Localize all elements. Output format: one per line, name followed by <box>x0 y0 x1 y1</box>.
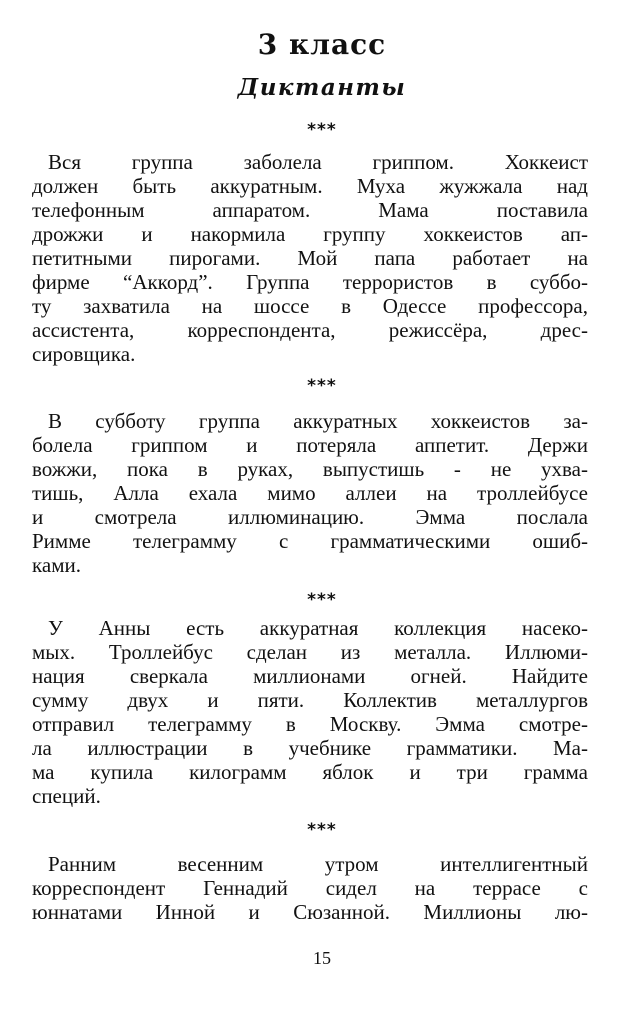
text-line: мых. Троллейбус сделан из металла. Иллюми- <box>32 640 588 664</box>
text-line: вожжи, пока в руках, выпустишь - не ухва- <box>32 457 588 481</box>
text-line: ма купила килограмм яблок и три грамма <box>32 760 588 784</box>
text-line: ками. <box>32 553 81 577</box>
section-separator: *** <box>307 120 337 140</box>
dictation-1 <box>32 150 588 366</box>
dictation-4 <box>32 852 588 924</box>
text-line: болела гриппом и потеряла аппетит. Держи <box>32 433 588 457</box>
text-line: юннатами Инной и Сюзанной. Миллионы лю- <box>32 900 588 924</box>
text-line: У Анны есть аккуратная коллекция насеко- <box>48 616 588 640</box>
text-line: сумму двух и пяти. Коллектив металлургов <box>32 688 588 712</box>
text-line: Ранним весенним утром интеллигентный <box>48 852 588 876</box>
text-line: дрожжи и накормила группу хоккеистов ап- <box>32 222 588 246</box>
dictation-2 <box>32 409 588 577</box>
dictation-3 <box>32 616 588 808</box>
page-title: 3 класс <box>257 28 387 61</box>
section-title: Диктанты <box>237 74 407 101</box>
text-line: нация сверкала миллионами огней. Найдите <box>32 664 588 688</box>
text-line: Римме телеграмму с грамматическими ошиб- <box>32 529 588 553</box>
text-line: В субботу группа аккуратных хоккеистов за- <box>48 409 588 433</box>
text-line: и смотрела иллюминацию. Эмма послала <box>32 505 588 529</box>
section-separator: *** <box>307 590 337 610</box>
text-line: телефонным аппаратом. Мама поставила <box>32 198 588 222</box>
text-line: петитными пирогами. Мой папа работает на <box>32 246 588 270</box>
section-separator: *** <box>307 376 337 396</box>
section-separator: *** <box>307 820 337 840</box>
text-line: ла иллюстрации в учебнике грамматики. Ма- <box>32 736 588 760</box>
text-line: отправил телеграмму в Москву. Эмма смотре- <box>32 712 588 736</box>
text-line: тишь, Алла ехала мимо аллеи на троллейбусе <box>32 481 588 505</box>
text-line: должен быть аккуратным. Муха жужжала над <box>32 174 588 198</box>
page-number: 15 <box>313 948 331 968</box>
text-line: сировщика. <box>32 342 136 366</box>
text-line: Вся группа заболела гриппом. Хоккеист <box>48 150 588 174</box>
text-line: фирме “Аккорд”. Группа террористов в суббо- <box>32 270 588 294</box>
text-line: ассистента, корреспондента, режиссёра, дрес- <box>32 318 588 342</box>
text-line: специй. <box>32 784 101 808</box>
text-line: корреспондент Геннадий сидел на террасе с <box>32 876 588 900</box>
text-line: ту захватила на шоссе в Одессе профессора, <box>32 294 588 318</box>
